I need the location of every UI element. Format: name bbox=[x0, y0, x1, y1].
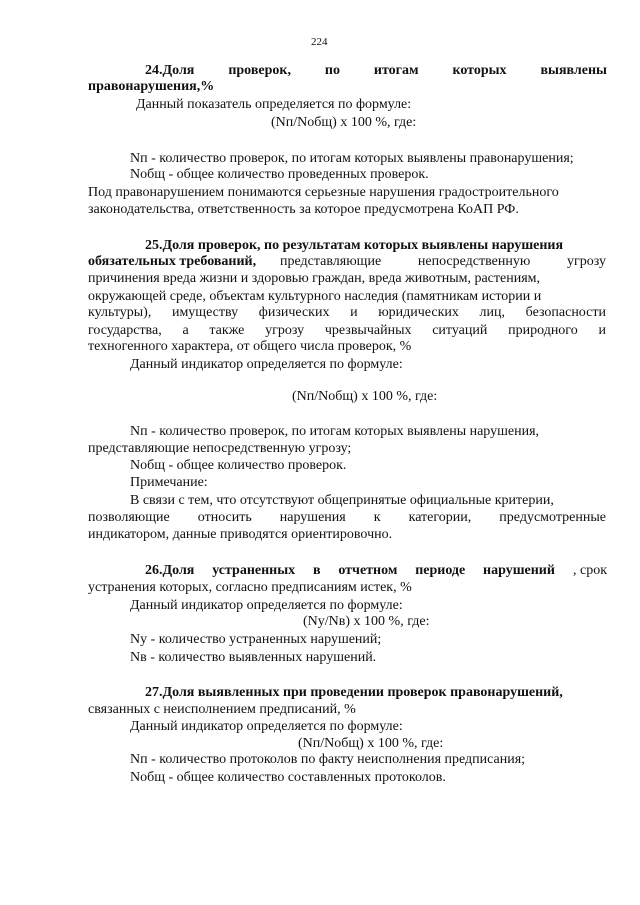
section-24-formula-intro: Данный показатель определяется по формуле: bbox=[136, 97, 412, 112]
section-27-line2: связанных с неисполнением предписаний, % bbox=[88, 702, 356, 717]
section-26-heading-rest: , срок bbox=[572, 563, 607, 578]
section-25-note-line2-word: к bbox=[373, 510, 381, 525]
section-25-heading: 25.Доля проверок, по результатам которых выявлены нарушения bbox=[145, 238, 564, 253]
section-25-line5-word: культуры), bbox=[88, 305, 152, 320]
section-24-def-np: Nп - количество проверок, по итогам которых выявлены правонарушения; bbox=[130, 151, 574, 166]
section-25-note-line2-word: предусмотренные bbox=[499, 510, 606, 525]
section-25-line2-word: угрозу bbox=[567, 254, 606, 269]
section-25-note-line2-word: категории, bbox=[408, 510, 472, 525]
section-25-line6-word: чрезвычайных bbox=[324, 323, 412, 338]
section-26-heading-line bbox=[145, 563, 607, 579]
section-25-formula-intro: Данный индикатор определяется по формуле: bbox=[130, 357, 403, 372]
section-25-line2-word: представляющие bbox=[280, 254, 382, 269]
section-26-heading-word: нарушений bbox=[483, 563, 555, 578]
section-25-line6-word: ситуаций bbox=[432, 323, 488, 338]
section-27-def-nobsch: Nобщ - общее количество составленных протоколов. bbox=[130, 770, 446, 785]
section-24-heading-word: проверок, bbox=[228, 63, 291, 78]
section-26-formula-intro: Данный индикатор определяется по формуле: bbox=[130, 598, 403, 613]
section-24-formula: (Nп/Nобщ) х 100 %, где: bbox=[271, 115, 417, 130]
section-26-line2: устранения которых, согласно предписаниям истек, % bbox=[88, 580, 412, 595]
section-25-line6-word: также bbox=[209, 323, 245, 338]
section-25-line6-word: природного bbox=[508, 323, 578, 338]
section-26-heading-word: отчетном bbox=[338, 563, 398, 578]
section-26-def-nv: Nв - количество выявленных нарушений. bbox=[130, 650, 377, 665]
section-24-note-line1: Под правонарушением понимаются серьезные нарушения градостроительного bbox=[88, 185, 559, 200]
section-25-note-line1: В связи с тем, что отсутствуют общепринятые официальные критерии, bbox=[130, 493, 554, 508]
section-25-formula: (Nп/Nобщ) х 100 %, где: bbox=[292, 389, 438, 404]
section-25-line2-word: непосредственную bbox=[417, 254, 531, 269]
section-26-heading-word: устраненных bbox=[212, 563, 296, 578]
section-25-note-line2 bbox=[88, 510, 606, 526]
section-25-line5-word: физических bbox=[258, 305, 330, 320]
section-25-line5-word: имуществу bbox=[171, 305, 239, 320]
section-25-note-line2-word: относить bbox=[197, 510, 252, 525]
section-24-heading-word: итогам bbox=[373, 63, 419, 78]
section-25-note-line3: индикатором, данные приводятся ориентировочно. bbox=[88, 527, 393, 542]
section-26-formula: (Nу/Nв) х 100 %, где: bbox=[303, 614, 430, 629]
section-24-heading bbox=[145, 63, 607, 79]
section-25-note-line2-word: позволяющие bbox=[88, 510, 170, 525]
section-24-heading-word: выявлены bbox=[540, 63, 607, 78]
section-25-note-line2-word: нарушения bbox=[279, 510, 346, 525]
section-25-line6-word: а bbox=[182, 323, 189, 338]
section-27-formula-intro: Данный индикатор определяется по формуле: bbox=[130, 719, 403, 734]
page-number: 224 bbox=[311, 36, 328, 48]
section-25-def-nobsch: Nобщ - общее количество проверок. bbox=[130, 458, 347, 473]
section-25-line6-word: угрозу bbox=[265, 323, 305, 338]
section-24-heading-word: которых bbox=[452, 63, 507, 78]
section-25-line5 bbox=[88, 305, 606, 321]
section-25-line5-word: лиц, bbox=[479, 305, 505, 320]
section-25-line2-rest bbox=[280, 254, 606, 270]
section-25-line5-word: юридических bbox=[378, 305, 459, 320]
section-26-heading-word: в bbox=[312, 563, 321, 578]
section-24-note-line2: законодательства, ответственность за которое предусмотрена КоАП РФ. bbox=[88, 202, 519, 217]
section-25-line6 bbox=[88, 323, 606, 339]
section-26-heading bbox=[145, 563, 555, 579]
section-25-line6-word: государства, bbox=[88, 323, 162, 338]
section-26-heading-word: периоде bbox=[415, 563, 466, 578]
section-25-def-np: Nп - количество проверок, по итогам которых выявлены нарушения, bbox=[130, 424, 540, 439]
section-25-line7: техногенного характера, от общего числа проверок, % bbox=[88, 339, 412, 354]
section-25-note-label: Примечание: bbox=[130, 475, 208, 490]
section-27-formula: (Nп/Nобщ) х 100 %, где: bbox=[298, 736, 444, 751]
section-27-heading: 27.Доля выявленных при проведении проверок правонарушений, bbox=[145, 685, 563, 700]
section-24-heading-word: 24.Доля bbox=[145, 63, 195, 78]
section-25-line3: причинения вреда жизни и здоровью граждан, вреда животным, растениям, bbox=[88, 271, 540, 286]
section-25-line4: окружающей среде, объектам культурного наследия (памятникам истории и bbox=[88, 289, 542, 304]
section-27-def-np: Nп - количество протоколов по факту неисполнения предписания; bbox=[130, 752, 526, 767]
section-25-line5-word: и bbox=[350, 305, 358, 320]
section-25-def-np-cont: представляющие непосредственную угрозу; bbox=[88, 441, 352, 456]
section-24-heading-word: по bbox=[324, 63, 340, 78]
section-25-line2 bbox=[88, 254, 606, 270]
section-25-bold-term: обязательных требований, bbox=[88, 254, 257, 269]
section-26-heading-word: 26.Доля bbox=[145, 563, 195, 578]
section-25-line5-word: безопасности bbox=[525, 305, 606, 320]
section-25-line6-word: и bbox=[598, 323, 606, 338]
section-24-heading-cont: правонарушения,% bbox=[88, 79, 215, 94]
section-26-def-ny: Nу - количество устраненных нарушений; bbox=[130, 632, 382, 647]
section-24-def-nobsch: Nобщ - общее количество проведенных проверок. bbox=[130, 167, 429, 182]
